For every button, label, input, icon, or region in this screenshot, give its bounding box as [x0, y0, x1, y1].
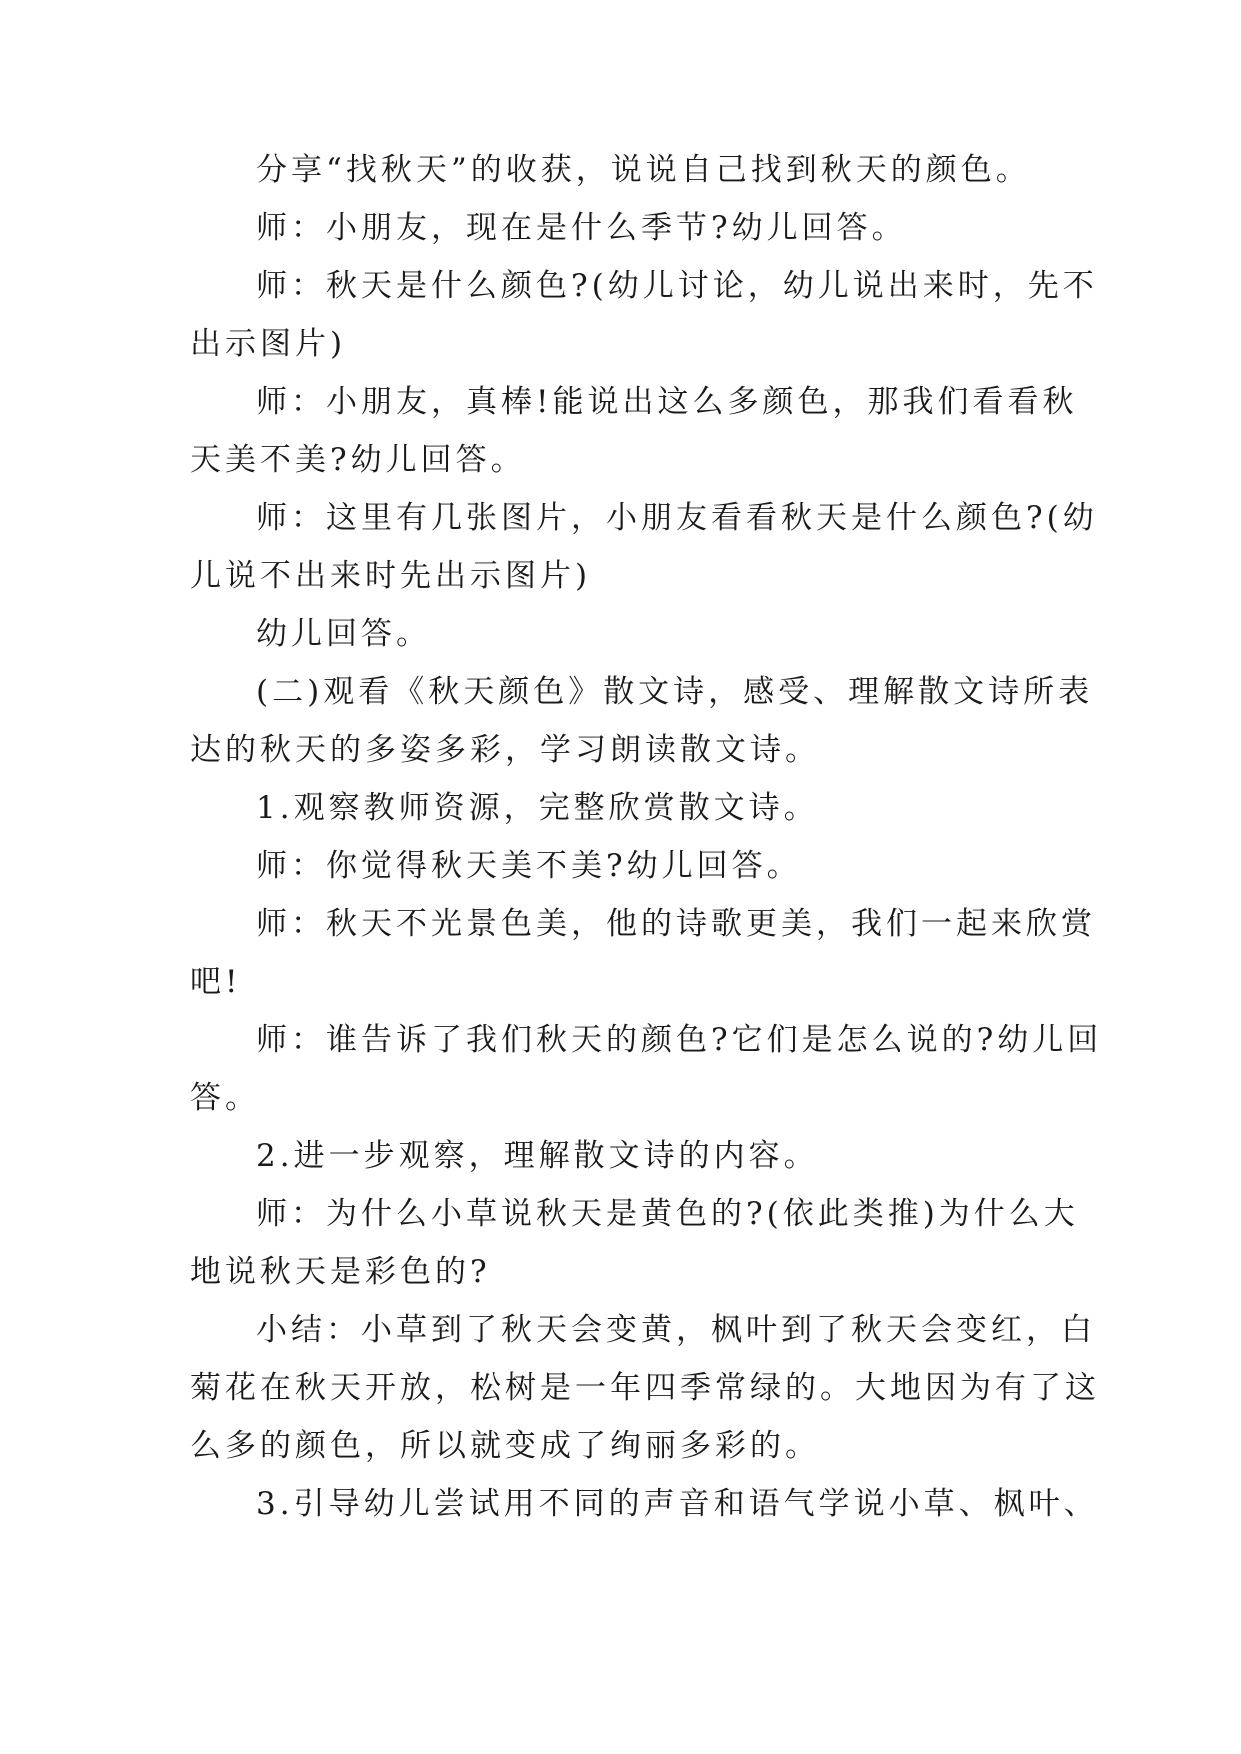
- paragraph-line: 天美不美?幼儿回答。: [190, 442, 526, 478]
- paragraph-line: 出示图片): [190, 326, 347, 362]
- paragraph-line: 师：小朋友，现在是什么季节?幼儿回答。: [256, 210, 907, 246]
- paragraph-line: 达的秋天的多姿多彩，学习朗读散文诗。: [190, 732, 820, 768]
- paragraph-line: 师：秋天是什么颜色?(幼儿讨论，幼儿说出来时，先不: [256, 268, 1098, 304]
- paragraph-line: 3.引导幼儿尝试用不同的声音和语气学说小草、枫叶、: [256, 1486, 1099, 1522]
- paragraph-line: 师：这里有几张图片，小朋友看看秋天是什么颜色?(幼: [256, 500, 1098, 536]
- paragraph-line: 答。: [190, 1080, 260, 1116]
- paragraph-line: 分享“找秋天”的收获，说说自己找到秋天的颜色。: [256, 152, 1031, 188]
- paragraph-line: 地说秋天是彩色的?: [190, 1254, 491, 1290]
- paragraph-line: 1.观察教师资源，完整欣赏散文诗。: [256, 790, 819, 826]
- paragraph-line: 儿说不出来时先出示图片): [190, 558, 592, 594]
- paragraph-line: 2.进一步观察，理解散文诗的内容。: [256, 1138, 819, 1174]
- paragraph-line: 师：谁告诉了我们秋天的颜色?它们是怎么说的?幼儿回: [256, 1022, 1103, 1058]
- paragraph-line: 吧!: [190, 964, 242, 1000]
- paragraph-line: 幼儿回答。: [256, 616, 431, 652]
- paragraph-line: 么多的颜色，所以就变成了绚丽多彩的。: [190, 1428, 820, 1464]
- paragraph-line: 师：为什么小草说秋天是黄色的?(依此类推)为什么大: [256, 1196, 1079, 1232]
- paragraph-line: (二)观看《秋天颜色》散文诗，感受、理解散文诗所表: [256, 674, 1094, 710]
- paragraph-line: 师：小朋友，真棒!能说出这么多颜色，那我们看看秋: [256, 384, 1078, 420]
- paragraph-line: 小结：小草到了秋天会变黄，枫叶到了秋天会变红，白: [256, 1312, 1096, 1348]
- paragraph-line: 菊花在秋天开放，松树是一年四季常绿的。大地因为有了这: [190, 1370, 1100, 1406]
- paragraph-line: 师：秋天不光景色美，他的诗歌更美，我们一起来欣赏: [256, 906, 1096, 942]
- paragraph-line: 师：你觉得秋天美不美?幼儿回答。: [256, 848, 802, 884]
